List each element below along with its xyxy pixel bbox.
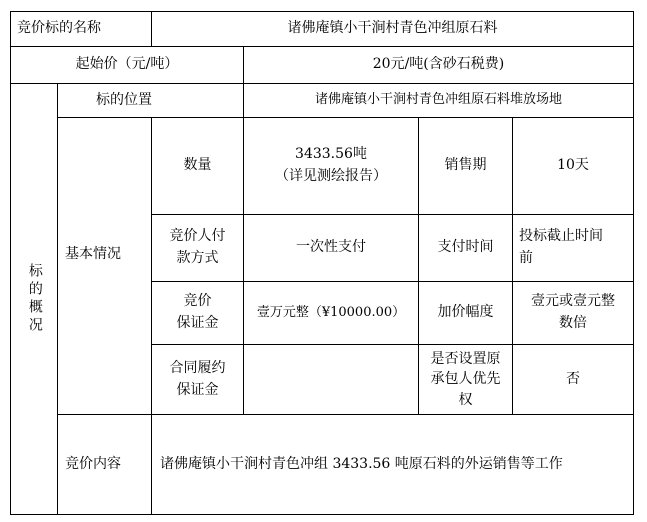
priority-label (418, 344, 513, 415)
deposit-label-line1: 竞价 (183, 293, 212, 310)
deposit-value (243, 281, 419, 345)
payment-method-label-line2: 款方式 (176, 250, 219, 266)
quantity-label-text: 数量 (183, 157, 212, 174)
location-value (243, 83, 634, 118)
quantity-label (151, 117, 244, 215)
overview-label (10, 83, 58, 515)
priority-value (512, 344, 634, 415)
sale-period-label-text: 销售期 (444, 157, 487, 174)
quantity-value (243, 117, 419, 215)
item-name-value (151, 11, 634, 47)
basic-label (57, 117, 152, 415)
content-label (57, 414, 152, 515)
increment-label-text: 加价幅度 (437, 304, 494, 321)
increment-value-line1: 壹元或壹元整 (531, 293, 615, 310)
quantity-value-line1: 3433.56吨 (295, 146, 367, 163)
location-value-text: 诸佛庵镇小干涧村青色冲组原石料堆放场地 (314, 92, 562, 108)
payment-time-value (512, 214, 634, 282)
payment-method-value-text: 一次性支付 (296, 239, 366, 256)
content-value-text: 诸佛庵镇小干涧村青色冲组 3433.56 吨原石料的外运销售等工作 (160, 455, 563, 472)
payment-method-label-line1: 竞价人付 (169, 228, 226, 245)
payment-method-label (151, 214, 244, 282)
payment-time-label (418, 214, 513, 282)
increment-value (512, 281, 634, 345)
item-name-label (10, 11, 152, 47)
deposit-value-text: 壹万元整（¥10000.00） (256, 304, 406, 320)
increment-value-line2: 数倍 (559, 315, 587, 331)
content-value (151, 414, 634, 515)
location-label (57, 83, 244, 118)
sale-period-value-text: 10天 (557, 157, 589, 174)
sale-period-label (418, 117, 513, 215)
payment-method-value (243, 214, 419, 282)
payment-time-value-line1: 投标截止时间 (519, 228, 603, 245)
payment-time-label-text: 支付时间 (437, 239, 494, 256)
start-price-label (10, 46, 244, 84)
contract-deposit-label-line2: 保证金 (176, 381, 219, 398)
deposit-label-line2: 保证金 (176, 315, 219, 331)
item-name-value-text: 诸佛庵镇小干涧村青色冲组原石料 (287, 20, 498, 37)
overview-label-text: 标的概况 (26, 263, 43, 335)
deposit-label (151, 281, 244, 345)
priority-label-line3: 权 (458, 391, 473, 408)
location-label-text: 标的位置 (96, 91, 152, 108)
item-name-label-text: 竞价标的名称 (17, 20, 101, 37)
sale-period-value (512, 117, 634, 215)
priority-label-line2: 承包人优先 (430, 371, 501, 388)
contract-deposit-label-line1: 合同履约 (169, 359, 226, 376)
priority-value-text: 否 (566, 370, 580, 387)
increment-label (418, 281, 513, 345)
payment-time-value-line2: 前 (519, 250, 533, 266)
start-price-value (243, 46, 634, 84)
contract-deposit-label (151, 344, 244, 415)
quantity-value-line2: （详见测绘报告） (275, 168, 387, 184)
start-price-value-text: 20元/吨(含砂石税费) (372, 56, 505, 73)
basic-label-text: 基本情况 (65, 246, 121, 262)
content-label-text: 竞价内容 (65, 455, 121, 472)
priority-label-line1: 是否设置原 (430, 351, 501, 368)
contract-deposit-value (243, 344, 419, 415)
start-price-label-text: 起始价（元/吨） (75, 56, 179, 73)
